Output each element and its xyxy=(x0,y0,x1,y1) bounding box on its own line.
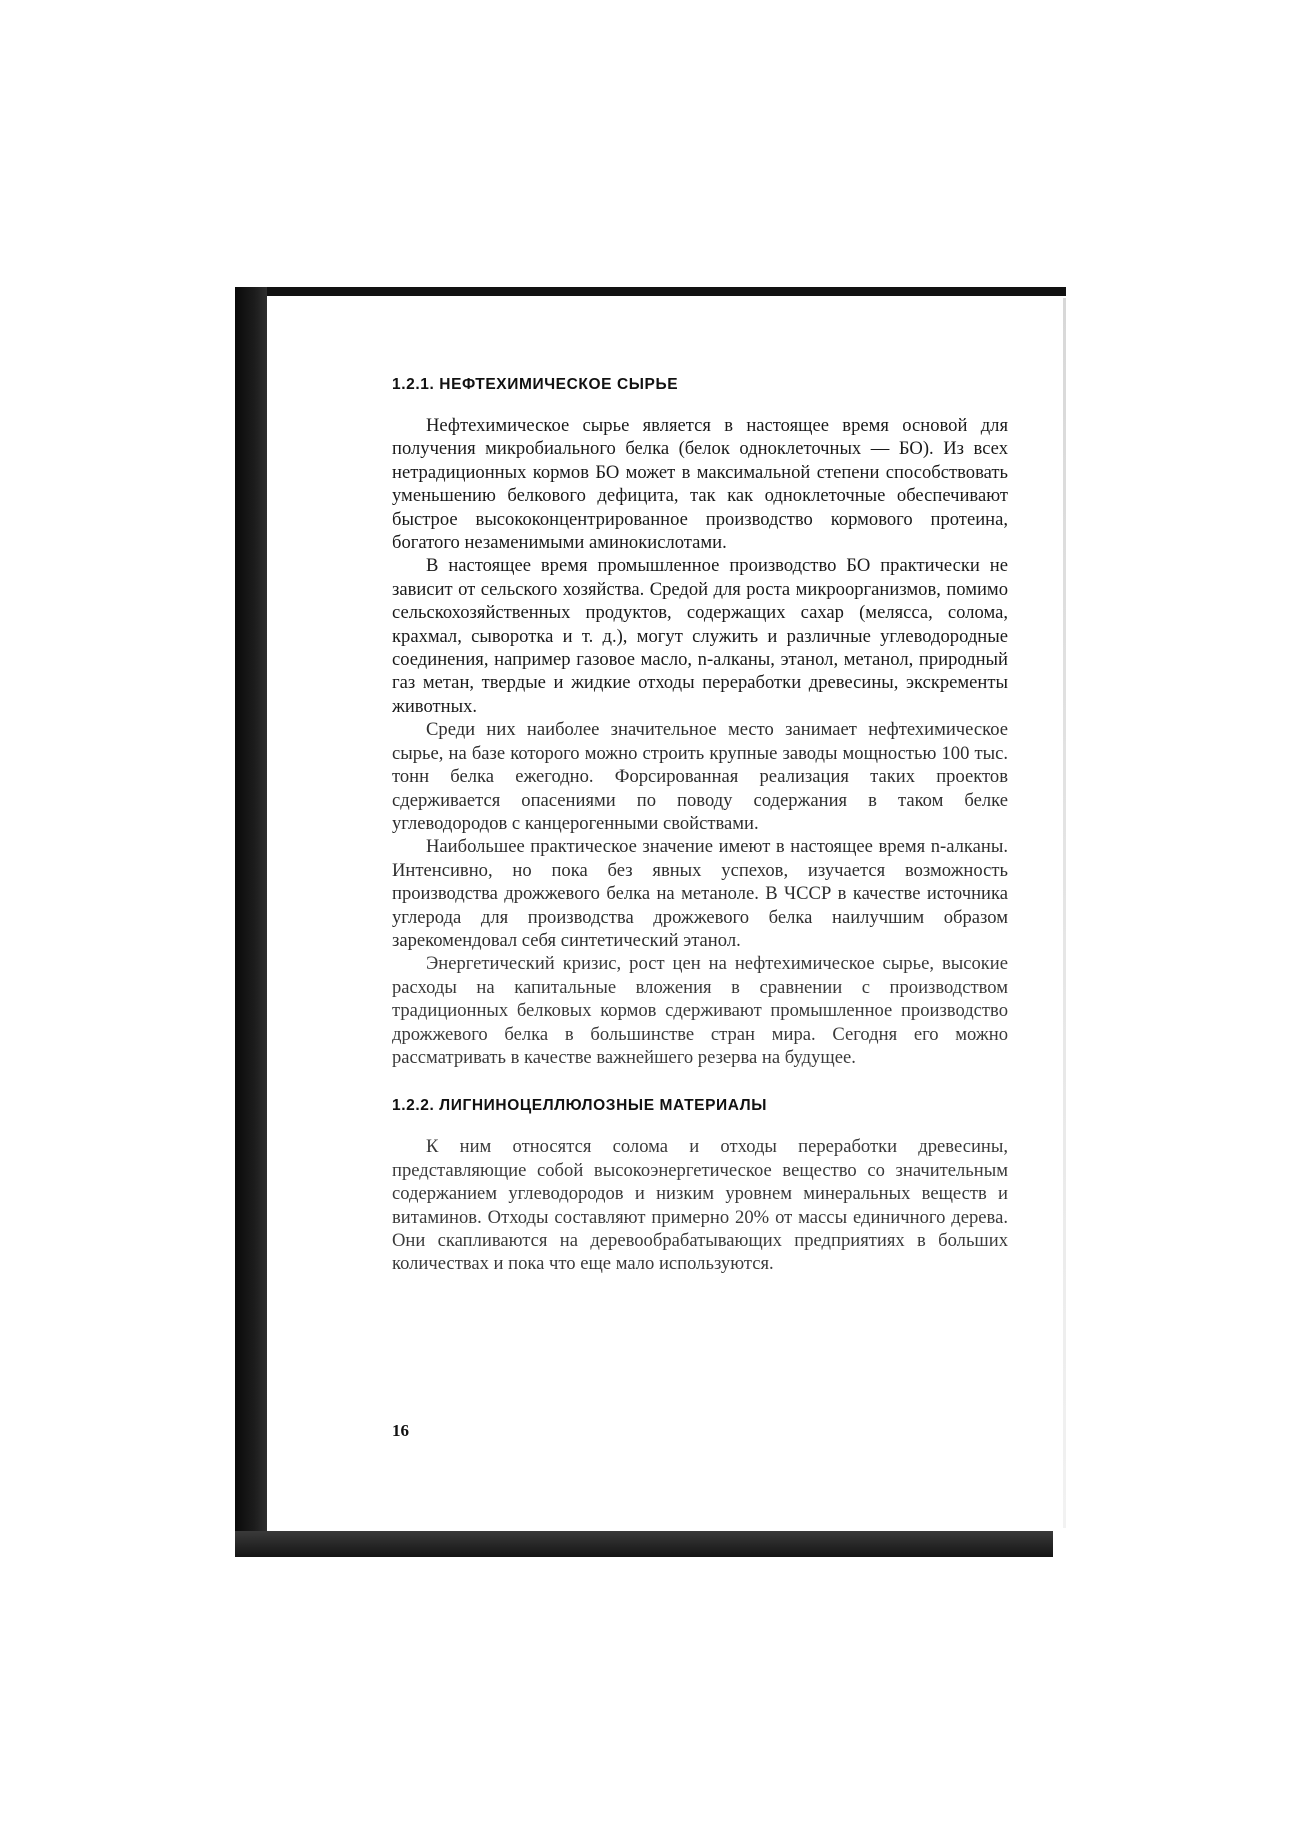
paragraph: К ним относятся солома и отходы переработки древесины, представляющие собой высокоэнергетическое вещество со значительным содержанием углеводородов и низким уровнем минеральных веществ и витаминов. Отходы составляют примерно 20% от массы единичного дерева. Они скапливаются на деревообрабатывающих предприятиях в больших количествах и пока что еще мало используются. xyxy=(392,1136,1008,1275)
paragraph: Нефтехимическое сырье является в настоящее время основой для получения микробиального белка (белок одноклеточных — БО). Из всех нетрадиционных кормов БО может в максимальной степени способствовать уменьшению белкового дефицита, так как одноклеточные обеспечивают быстрое высококонцентрированное производство кормового протеина, богатого незаменимыми аминокислотами. xyxy=(392,415,1008,554)
section-heading-lignocellulose: 1.2.2. ЛИГНИНОЦЕЛЛЮЛОЗНЫЕ МАТЕРИАЛЫ xyxy=(392,1097,767,1115)
paragraph: Энергетический кризис, рост цен на нефтехимическое сырье, высокие расходы на капитальные вложения в сравнении с производством традиционных белковых кормов сдерживают промышленное производство дрожжевого белка в большинстве стран мира. Сегодня его можно рассматривать в качестве важнейшего резерва на будущее. xyxy=(392,953,1008,1068)
section-heading-petrochemical: 1.2.1. НЕФТЕХИМИЧЕСКОЕ СЫРЬЕ xyxy=(392,376,679,393)
scan-border-right xyxy=(1063,298,1066,1528)
scan-border-bottom xyxy=(235,1531,1053,1557)
scan-border-top xyxy=(248,287,1066,296)
page-text xyxy=(392,374,1008,1276)
scan-border-left xyxy=(235,287,267,1557)
paragraph: В настоящее время промышленное производство БО практически не зависит от сельского хозяйства. Средой для роста микроорганизмов, помимо сельскохозяйственных продуктов, содержащих сахар (мелясса, солома, крахмал, сыворотка и т. д.), могут служить и различные углеводородные соединения, например газовое масло, n-алканы, этанол, метанол, природный газ метан, твердые и жидкие отходы переработки древесины, экскременты животных. xyxy=(392,555,1008,717)
paragraph: Наибольшее практическое значение имеют в настоящее время n-алканы. Интенсивно, но пока без явных успехов, изучается возможность производства дрожжевого белка на метаноле. В ЧССР в качестве источника углерода для производства дрожжевого белка наилучшим образом зарекомендовал себя синтетический этанол. xyxy=(392,836,1008,951)
book-page xyxy=(268,296,1063,1531)
paragraph: Среди них наиболее значительное место занимает нефтехимическое сырье, на базе которого можно строить крупные заводы мощностью 100 тыс. тонн белка ежегодно. Форсированная реализация таких проектов сдерживается опасениями по поводу содержания в таком белке углеводородов с канцерогенными свойствами. xyxy=(392,719,1008,834)
page-number: 16 xyxy=(392,1421,409,1440)
